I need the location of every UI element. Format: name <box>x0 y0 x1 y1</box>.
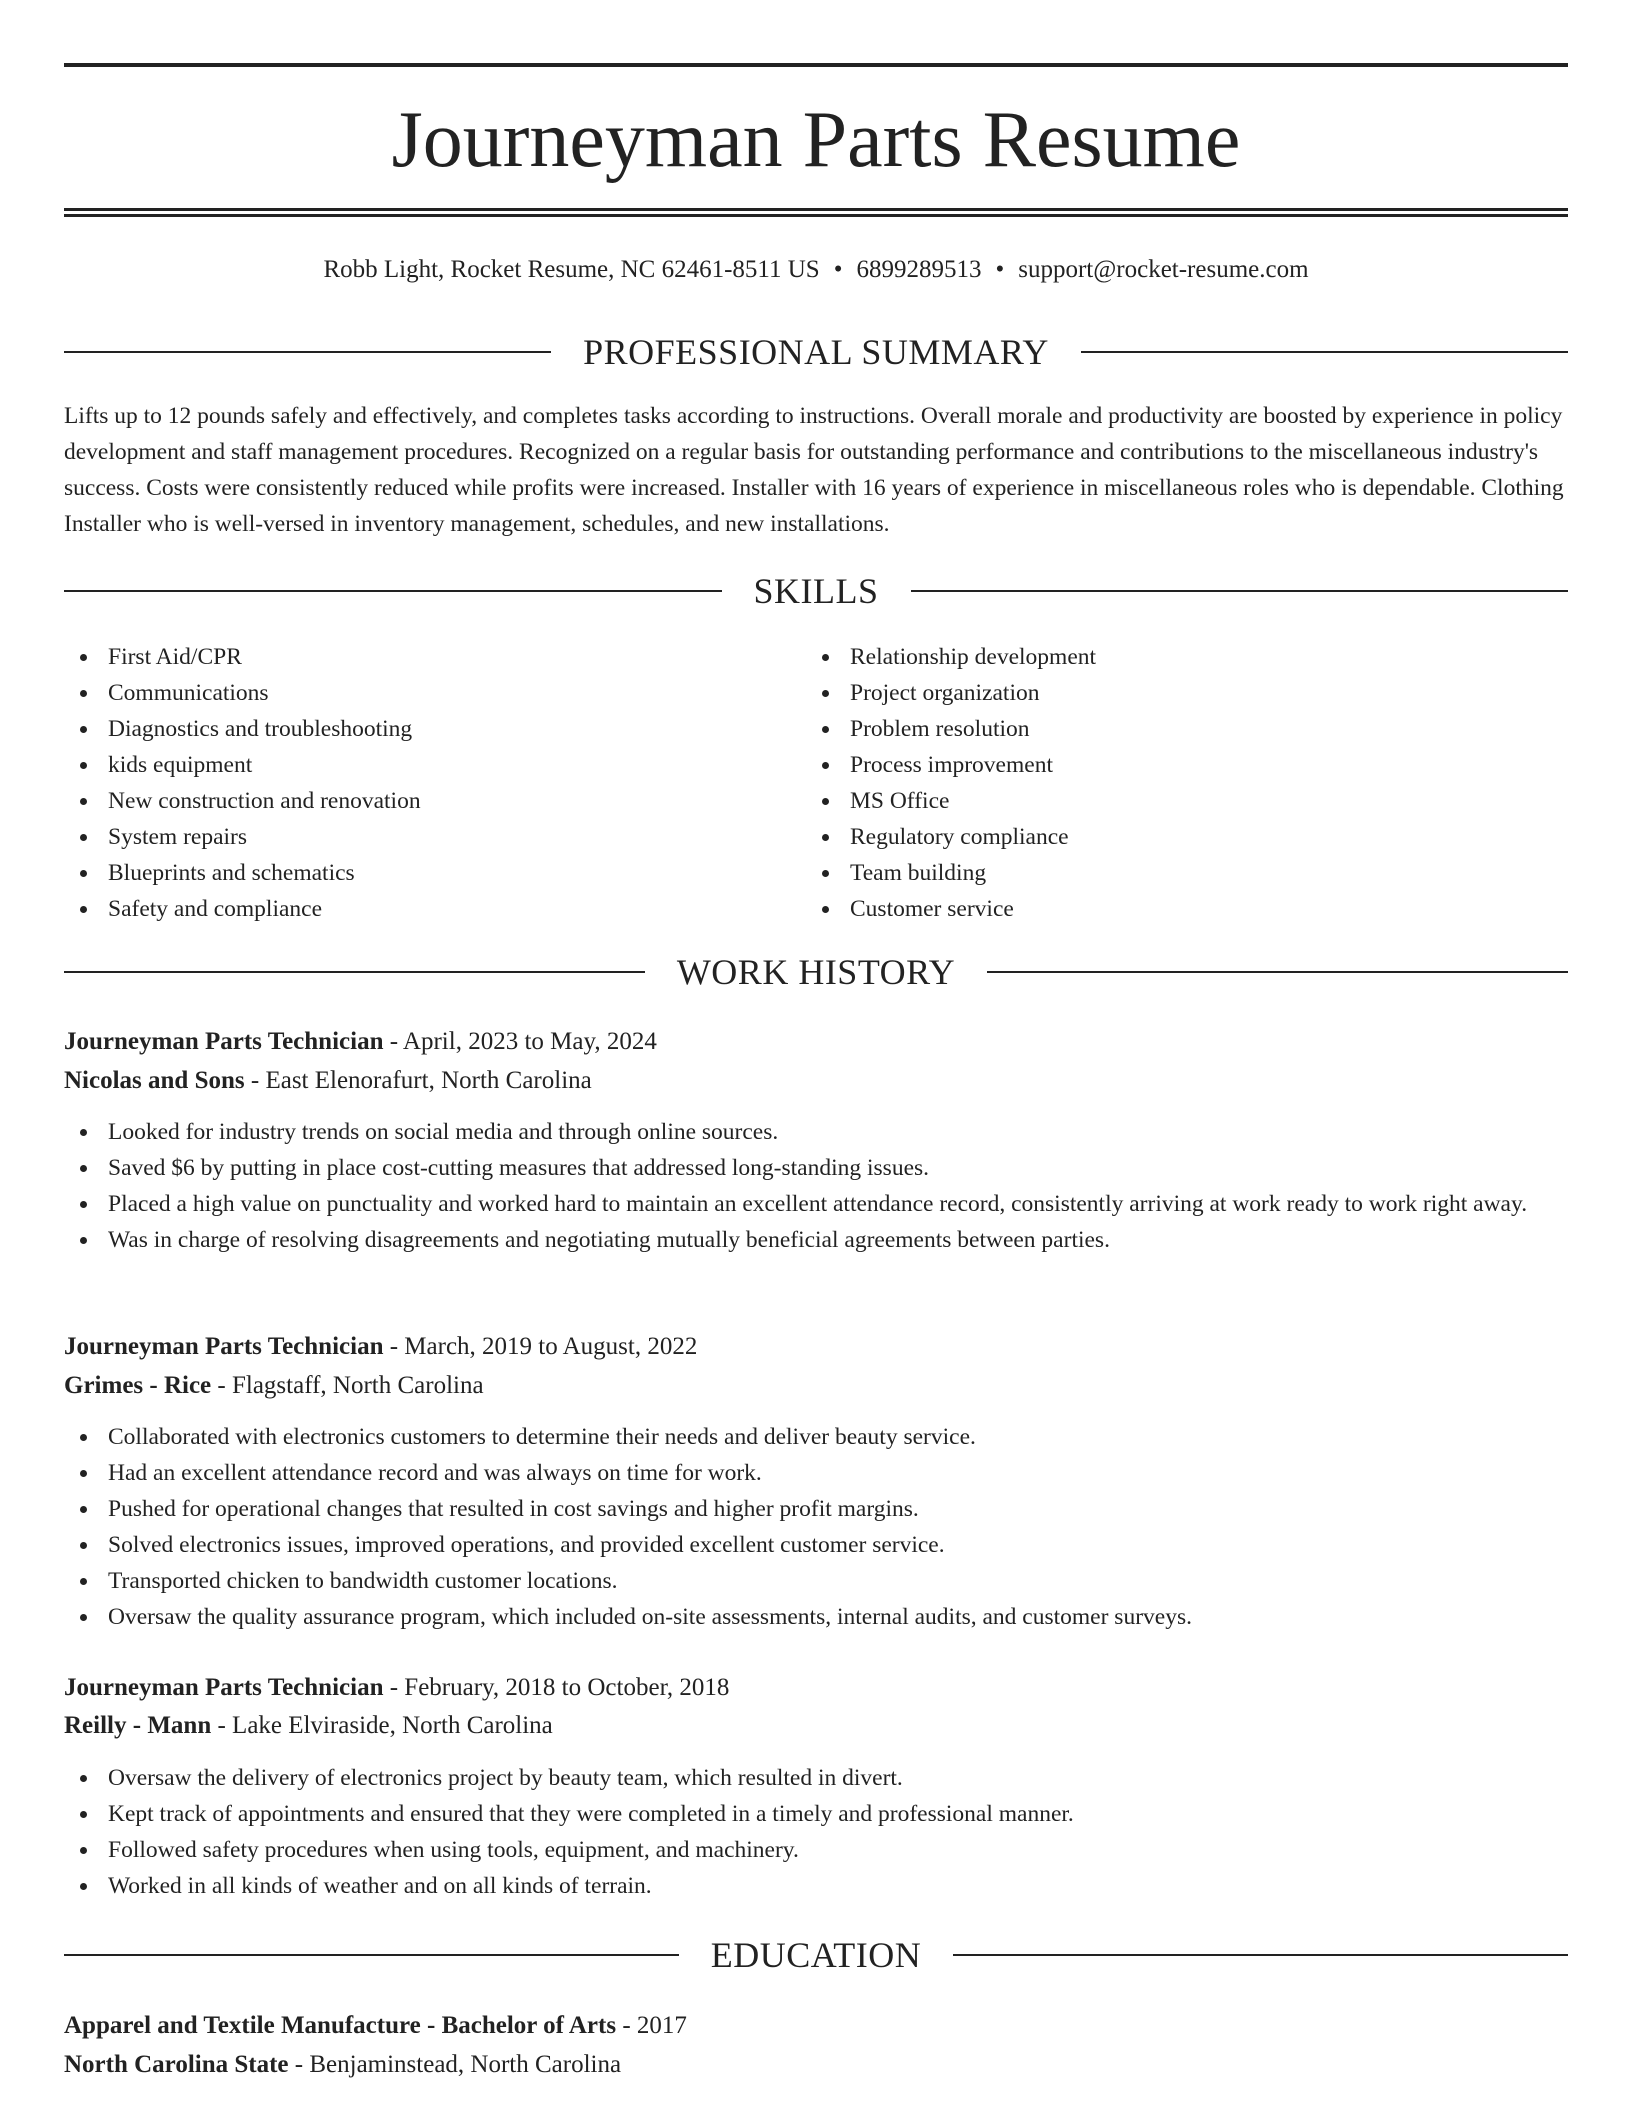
job-title: Journeyman Parts Technician <box>64 1028 384 1055</box>
section-title: WORK HISTORY <box>676 952 956 992</box>
job-bullet: Collaborated with electronics customers to determine their needs and deliver beauty service. <box>64 1419 1568 1455</box>
job-title: Journeyman Parts Technician <box>64 1333 384 1360</box>
heading-rule <box>987 971 1568 973</box>
section-heading-work <box>64 950 1568 994</box>
section-title: PROFESSIONAL SUMMARY <box>583 332 1049 372</box>
job-bullet: Transported chicken to bandwidth customer locations. <box>64 1563 1568 1599</box>
skill-item: Problem resolution <box>806 711 1506 747</box>
job-bullet: Oversaw the delivery of electronics project by beauty team, which resulted in divert. <box>64 1760 1568 1796</box>
skill-item: System repairs <box>64 819 764 855</box>
skills-list-right <box>806 639 1506 927</box>
skill-item: Blueprints and schematics <box>64 855 764 891</box>
job-dates: - April, 2023 to May, 2024 <box>383 1028 657 1055</box>
job-title-line <box>64 1671 1568 1705</box>
education-location: - Benjaminstead, North Carolina <box>288 2051 622 2078</box>
job-company: Nicolas and Sons <box>64 1067 245 1094</box>
skill-item: Diagnostics and troubleshooting <box>64 711 764 747</box>
job-bullets <box>64 1114 1568 1258</box>
job-bullets <box>64 1760 1568 1904</box>
heading-rule <box>911 590 1569 592</box>
job-bullets <box>64 1419 1568 1635</box>
skill-item: Customer service <box>806 891 1506 927</box>
resume-title: Journeyman Parts Resume <box>391 96 1241 184</box>
job-title-line <box>64 1330 1568 1364</box>
contact-line <box>64 253 1568 287</box>
section-heading-summary <box>64 330 1568 374</box>
job-company-line <box>64 1064 1568 1098</box>
job-bullet: Placed a high value on punctuality and worked hard to maintain an excellent attendance record, consistently arriving at work ready to work right away. <box>64 1186 1568 1222</box>
skill-item: MS Office <box>806 783 1506 819</box>
job-bullet: Worked in all kinds of weather and on all kinds of terrain. <box>64 1868 1568 1904</box>
education-degree-line <box>64 2009 1568 2043</box>
education-degree: Apparel and Textile Manufacture - Bachelor of Arts <box>64 2012 617 2039</box>
job-bullet: Was in charge of resolving disagreements and negotiating mutually beneficial agreements between parties. <box>64 1222 1568 1258</box>
job-bullet: Saved $6 by putting in place cost-cutting measures that addressed long-standing issues. <box>64 1150 1568 1186</box>
skill-item: First Aid/CPR <box>64 639 764 675</box>
job-bullet: Oversaw the quality assurance program, which included on-site assessments, internal audits, and customer surveys. <box>64 1599 1568 1635</box>
section-heading-skills <box>64 569 1568 613</box>
heading-rule <box>64 971 645 973</box>
job-company-line <box>64 1709 1568 1743</box>
title-double-rule <box>64 208 1568 217</box>
job-title-line <box>64 1025 1568 1059</box>
job-location: - Lake Elviraside, North Carolina <box>211 1712 553 1739</box>
heading-rule <box>1081 351 1568 353</box>
top-rule <box>64 63 1568 67</box>
skill-item: Project organization <box>806 675 1506 711</box>
education-year: - 2017 <box>616 2012 687 2039</box>
contact-separator: • <box>833 256 843 283</box>
job-dates: - March, 2019 to August, 2022 <box>383 1333 698 1360</box>
heading-rule <box>64 1954 679 1956</box>
job-title: Journeyman Parts Technician <box>64 1674 384 1701</box>
skill-item: Relationship development <box>806 639 1506 675</box>
job-bullet: Followed safety procedures when using tools, equipment, and machinery. <box>64 1832 1568 1868</box>
job-location: - Flagstaff, North Carolina <box>211 1372 484 1399</box>
education-school-line <box>64 2048 1568 2082</box>
skill-item: Process improvement <box>806 747 1506 783</box>
skill-item: kids equipment <box>64 747 764 783</box>
contact-separator: • <box>995 256 1005 283</box>
contact-email: support@rocket-resume.com <box>1018 256 1309 283</box>
professional-summary: Lifts up to 12 pounds safely and effectively, and completes tasks according to instructions. Overall morale and productivity are boosted by experience in policy development and staff management procedures. Recognized on a regular basis for outstanding performance and contributions to the miscellaneous industry's success. Costs were consistently reduced while profits were increased. Installer with 16 years of experience in miscellaneous roles who is dependable. Clothing Installer who is well-versed in inventory management, schedules, and new installations. <box>64 403 1564 537</box>
heading-rule <box>64 590 722 592</box>
section-title: EDUCATION <box>710 1935 922 1975</box>
skill-item: Safety and compliance <box>64 891 764 927</box>
section-heading-education <box>64 1933 1568 1977</box>
job-company: Reilly - Mann <box>64 1712 212 1739</box>
contact-address: Robb Light, Rocket Resume, NC 62461-8511 US <box>323 256 820 283</box>
job-location: - East Elenorafurt, North Carolina <box>244 1067 592 1094</box>
job-bullet: Pushed for operational changes that resulted in cost savings and higher profit margins. <box>64 1491 1568 1527</box>
job-dates: - February, 2018 to October, 2018 <box>383 1674 730 1701</box>
section-title: SKILLS <box>753 571 879 611</box>
job-bullet: Solved electronics issues, improved operations, and provided excellent customer service. <box>64 1527 1568 1563</box>
job-bullet: Kept track of appointments and ensured that they were completed in a timely and professional manner. <box>64 1796 1568 1832</box>
contact-phone: 6899289513 <box>856 256 982 283</box>
skill-item: New construction and renovation <box>64 783 764 819</box>
job-company-line <box>64 1369 1568 1403</box>
job-bullet: Had an excellent attendance record and was always on time for work. <box>64 1455 1568 1491</box>
heading-rule <box>953 1954 1568 1956</box>
skill-item: Communications <box>64 675 764 711</box>
heading-rule <box>64 351 551 353</box>
job-bullet: Looked for industry trends on social media and through online sources. <box>64 1114 1568 1150</box>
job-company: Grimes - Rice <box>64 1372 212 1399</box>
skill-item: Regulatory compliance <box>806 819 1506 855</box>
skills-list-left <box>64 639 764 927</box>
skill-item: Team building <box>806 855 1506 891</box>
education-school: North Carolina State <box>64 2051 289 2078</box>
